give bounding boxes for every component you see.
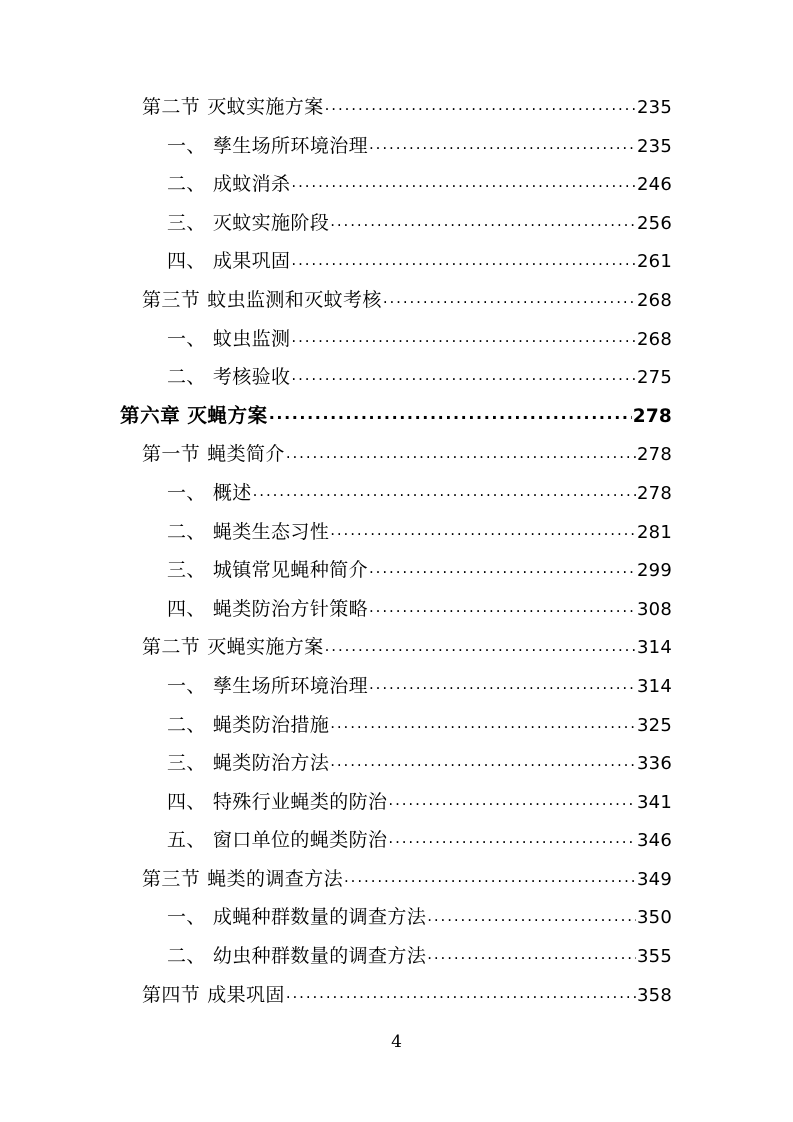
toc-leader-dots (369, 560, 636, 576)
toc-entry-label: 蚊虫监测 (212, 327, 291, 350)
toc-entry-title (167, 252, 290, 271)
toc-entry-title (167, 211, 330, 234)
toc-leader-dots (344, 869, 636, 885)
toc-entry-page-number: 299 (637, 560, 672, 582)
toc-entry-title (167, 754, 329, 773)
toc-entry[interactable] (0, 213, 793, 252)
toc-entry-marker: 第二节 (142, 636, 201, 659)
toc-entry-marker: 一、 (167, 134, 206, 157)
toc-entry-label: 灭蝇方案 (187, 403, 268, 427)
toc-entry-marker: 五、 (167, 829, 206, 852)
toc-leader-dots (383, 290, 636, 306)
toc-entry-title (167, 561, 368, 580)
toc-entry-page-number: 256 (637, 212, 672, 234)
toc-entry[interactable] (0, 676, 793, 715)
toc-leader-dots (291, 367, 636, 383)
toc-entry[interactable] (0, 830, 793, 869)
toc-entry-title (142, 983, 285, 1006)
toc-entry-page-number: 336 (637, 753, 672, 775)
toc-entry-page-number: 275 (637, 367, 672, 389)
toc-entry-label: 灭蝇实施方案 (207, 636, 324, 659)
toc-entry-marker: 四、 (167, 790, 206, 813)
toc-entry-marker: 三、 (167, 559, 206, 582)
toc-entry-page-number: 278 (637, 482, 672, 504)
toc-entry-page-number: 235 (637, 97, 672, 118)
toc-entry-page-number: 308 (637, 598, 672, 620)
toc-entry-label: 蚊虫监测和灭蚊考核 (207, 288, 382, 311)
toc-entry-page-number: 278 (637, 444, 672, 466)
toc-entry-title (167, 134, 369, 157)
toc-entry[interactable] (0, 367, 793, 406)
toc-entry-page-number: 355 (637, 946, 672, 968)
toc-entry-marker: 三、 (167, 752, 206, 775)
toc-entry-page-number: 235 (637, 135, 672, 157)
toc-entry-title (167, 481, 252, 504)
toc-leader-dots (330, 715, 636, 731)
toc-entry-title (167, 908, 426, 927)
toc-entry-title (167, 597, 369, 620)
toc-entry-label: 灭蚊实施方案 (207, 96, 324, 118)
toc-entry-title (167, 327, 291, 350)
toc-entry-page-number: 346 (637, 830, 672, 852)
toc-entry-title (142, 867, 344, 890)
toc-entry-marker: 第二节 (142, 96, 201, 118)
toc-entry-marker: 一、 (167, 327, 206, 350)
toc-entry-label: 蝇类防治措施 (212, 713, 330, 736)
toc-entry-page-number: 325 (637, 714, 672, 736)
toc-leader-dots (388, 830, 636, 846)
toc-entry[interactable] (0, 907, 793, 946)
toc-entry-label: 蝇类生态习性 (212, 520, 330, 543)
toc-entry-label: 孳生场所环境治理 (212, 134, 369, 157)
toc-leader-dots (325, 637, 636, 653)
toc-entry-title (167, 175, 290, 194)
toc-leader-dots (291, 329, 636, 345)
toc-entry-page-number: 349 (637, 868, 672, 890)
toc-entry[interactable] (0, 637, 793, 676)
toc-entry-label: 蝇类防治方法 (212, 752, 330, 775)
toc-entry-marker: 四、 (167, 250, 206, 273)
toc-leader-dots (369, 676, 636, 692)
toc-entry-page-number: 314 (637, 637, 672, 659)
toc-entry[interactable] (0, 483, 793, 522)
toc-entry[interactable] (0, 869, 793, 908)
toc-leader-dots (369, 599, 636, 615)
toc-entry[interactable] (0, 174, 793, 213)
toc-entry-title (142, 288, 382, 311)
toc-entry-title (142, 98, 324, 117)
toc-entry-marker: 二、 (167, 366, 206, 389)
toc-entry-label: 成果巩固 (212, 250, 291, 273)
toc-entry[interactable] (0, 251, 793, 290)
toc-entry-label: 蝇类简介 (207, 443, 285, 466)
toc-entry-title (120, 403, 268, 427)
toc-entry-title (167, 713, 330, 736)
toc-entry[interactable] (0, 560, 793, 599)
toc-leader-dots (286, 444, 636, 460)
toc-entry-page-number: 261 (637, 251, 672, 273)
toc-entry-marker: 二、 (167, 713, 206, 736)
toc-entry[interactable] (0, 290, 793, 329)
toc-entry-page-number: 268 (637, 328, 672, 350)
toc-leader-dots (330, 213, 636, 229)
toc-entry-page-number: 358 (637, 984, 672, 1006)
toc-entry[interactable] (0, 753, 793, 792)
toc-entry-title (167, 831, 387, 850)
toc-entry-label: 孳生场所环境治理 (212, 674, 369, 697)
toc-entry-title (167, 520, 330, 543)
toc-entry-label: 窗口单位的蝇类防治 (212, 829, 388, 852)
toc-leader-dots (330, 753, 636, 769)
toc-leader-dots (253, 483, 636, 499)
toc-entry-label: 成果巩固 (207, 983, 285, 1006)
toc-entry[interactable] (0, 792, 793, 831)
table-of-contents (0, 97, 793, 1023)
toc-leader-dots (269, 406, 632, 422)
toc-entry[interactable] (0, 136, 793, 175)
toc-entry-page-number: 268 (637, 289, 672, 311)
toc-entry-marker: 一、 (167, 481, 206, 504)
toc-entry-label: 灭蚊实施阶段 (212, 211, 330, 234)
toc-entry-marker: 二、 (167, 520, 206, 543)
toc-entry-title (167, 790, 388, 813)
toc-entry[interactable] (0, 715, 793, 754)
toc-leader-dots (291, 251, 636, 267)
toc-entry-marker: 第六章 (120, 403, 181, 427)
toc-leader-dots (388, 792, 636, 808)
toc-leader-dots (427, 946, 636, 962)
toc-entry-marker: 第三节 (142, 288, 201, 311)
toc-entry-page-number: 341 (637, 791, 672, 813)
toc-entry-page-number: 314 (637, 675, 672, 697)
toc-entry-label: 考核验收 (212, 366, 291, 389)
toc-entry-label: 蝇类的调查方法 (207, 867, 344, 890)
toc-entry-page-number: 281 (637, 521, 672, 543)
toc-entry[interactable] (0, 97, 793, 136)
toc-entry-label: 城镇常见蝇种简介 (212, 559, 369, 582)
toc-entry-marker: 第一节 (142, 443, 201, 466)
toc-entry[interactable] (0, 599, 793, 638)
toc-entry-title (142, 445, 285, 464)
toc-leader-dots (286, 985, 636, 1001)
toc-entry-label: 概述 (212, 481, 252, 504)
toc-entry-label: 蝇类防治方针策略 (212, 597, 369, 620)
toc-leader-dots (291, 174, 636, 190)
toc-entry[interactable] (0, 522, 793, 561)
toc-entry[interactable] (0, 985, 793, 1024)
toc-entry-page-number: 350 (637, 907, 672, 929)
toc-entry-title (142, 638, 324, 657)
toc-entry-title (167, 674, 369, 697)
toc-entry-title (167, 947, 426, 966)
toc-entry-marker: 一、 (167, 906, 206, 929)
toc-leader-dots (369, 136, 636, 152)
toc-entry-marker: 二、 (167, 173, 206, 196)
toc-entry-marker: 第四节 (142, 983, 201, 1006)
toc-entry-marker: 二、 (167, 945, 206, 968)
toc-entry-marker: 三、 (167, 211, 206, 234)
toc-entry-title (167, 368, 290, 387)
toc-leader-dots (330, 522, 636, 538)
toc-leader-dots (325, 97, 636, 113)
toc-entry-page-number: 246 (637, 174, 672, 196)
toc-entry[interactable] (0, 329, 793, 368)
toc-entry[interactable] (0, 444, 793, 483)
toc-entry[interactable] (0, 946, 793, 985)
toc-leader-dots (427, 907, 636, 923)
toc-entry-marker: 四、 (167, 597, 206, 620)
toc-entry-label: 成蝇种群数量的调查方法 (212, 906, 427, 929)
toc-entry[interactable] (0, 403, 793, 445)
toc-entry-page-number: 278 (632, 405, 672, 427)
toc-entry-marker: 第三节 (142, 867, 201, 890)
page-number: 4 (391, 1032, 402, 1052)
toc-entry-label: 幼虫种群数量的调查方法 (212, 945, 427, 968)
toc-entry-label: 特殊行业蝇类的防治 (212, 790, 388, 813)
toc-entry-marker: 一、 (167, 674, 206, 697)
toc-entry-label: 成蚊消杀 (212, 173, 291, 196)
